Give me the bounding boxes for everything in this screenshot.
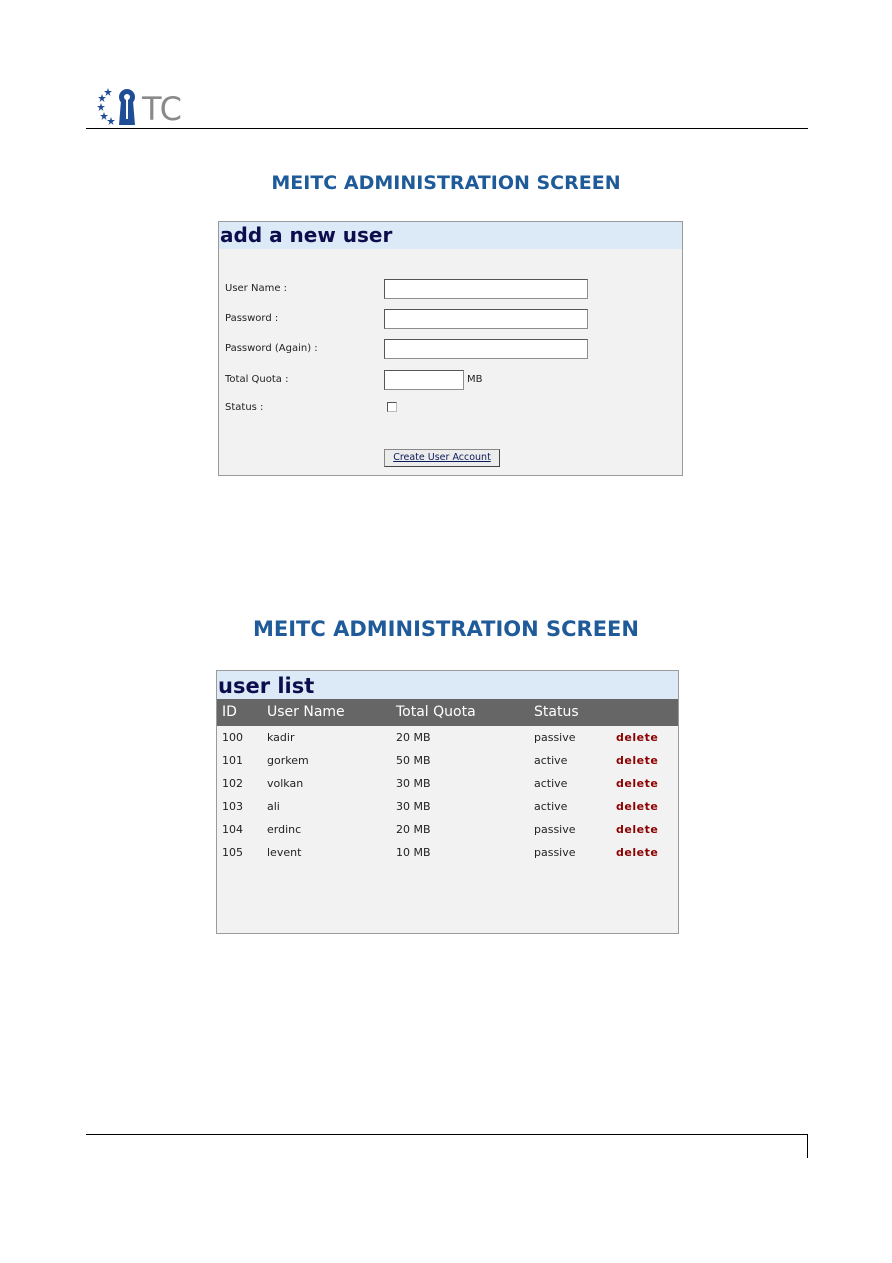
user-status: active — [534, 800, 568, 813]
quota-row — [225, 370, 675, 390]
user-quota: 20 MB — [396, 823, 431, 836]
user-status: passive — [534, 846, 576, 859]
table-row — [217, 818, 678, 841]
table-row — [217, 726, 678, 749]
user-quota: 30 MB — [396, 800, 431, 813]
table-header — [217, 699, 678, 726]
username-label: User Name : — [225, 283, 288, 294]
column-header-id: ID — [222, 704, 237, 720]
stars-icon — [97, 88, 115, 125]
password-again-row — [225, 339, 675, 359]
panel-title-2: user list — [217, 671, 678, 699]
delete-link[interactable]: delete — [616, 731, 659, 744]
user-id: 104 — [222, 823, 243, 836]
delete-link[interactable]: delete — [616, 800, 659, 813]
create-user-account-button[interactable]: Create User Account — [384, 449, 500, 467]
footer-rule — [86, 1134, 808, 1135]
column-header-user-name: User Name — [267, 704, 345, 720]
user-id: 105 — [222, 846, 243, 859]
table-row — [217, 795, 678, 818]
status-label: Status : — [225, 402, 264, 413]
user-id: 102 — [222, 777, 243, 790]
delete-link[interactable]: delete — [616, 777, 659, 790]
user-id: 103 — [222, 800, 243, 813]
page-title-2: MEITC ADMINISTRATION SCREEN — [253, 617, 639, 641]
user-list-panel — [216, 670, 679, 934]
password-input[interactable] — [384, 309, 588, 329]
table-row — [217, 772, 678, 795]
user-quota: 20 MB — [396, 731, 431, 744]
username-input[interactable] — [384, 279, 588, 299]
user-id: 100 — [222, 731, 243, 744]
password-label: Password : — [225, 313, 279, 324]
user-quota: 30 MB — [396, 777, 431, 790]
user-name: volkan — [267, 777, 304, 790]
user-name: kadir — [267, 731, 295, 744]
password-again-label: Password (Again) : — [225, 343, 318, 354]
add-user-panel — [218, 221, 683, 476]
delete-link[interactable]: delete — [616, 846, 659, 859]
user-name: erdinc — [267, 823, 302, 836]
column-header-total-quota: Total Quota — [396, 704, 476, 720]
header-rule — [86, 128, 808, 129]
panel-title: add a new user — [219, 222, 682, 249]
status-checkbox[interactable] — [387, 402, 397, 412]
user-status: active — [534, 777, 568, 790]
keyhole-icon — [119, 89, 135, 125]
user-id: 101 — [222, 754, 243, 767]
user-name: ali — [267, 800, 280, 813]
user-name: levent — [267, 846, 302, 859]
delete-link[interactable]: delete — [616, 754, 659, 767]
quota-input[interactable] — [384, 370, 464, 390]
quota-unit: MB — [467, 374, 483, 385]
username-row — [225, 279, 675, 299]
table-row — [217, 841, 678, 864]
table-row — [217, 749, 678, 772]
user-status: passive — [534, 823, 576, 836]
user-status: passive — [534, 731, 576, 744]
password-row — [225, 309, 675, 329]
quota-label: Total Quota : — [225, 374, 289, 385]
user-quota: 50 MB — [396, 754, 431, 767]
user-name: gorkem — [267, 754, 309, 767]
password-again-input[interactable] — [384, 339, 588, 359]
logo-text: TC — [142, 90, 183, 127]
page-title: MEITC ADMINISTRATION SCREEN — [271, 172, 621, 194]
column-header-status: Status — [534, 704, 579, 720]
user-quota: 10 MB — [396, 846, 431, 859]
delete-link[interactable]: delete — [616, 823, 659, 836]
user-status: active — [534, 754, 568, 767]
itc-logo — [96, 85, 188, 127]
footer-tick — [807, 1134, 808, 1158]
status-row — [225, 398, 675, 418]
